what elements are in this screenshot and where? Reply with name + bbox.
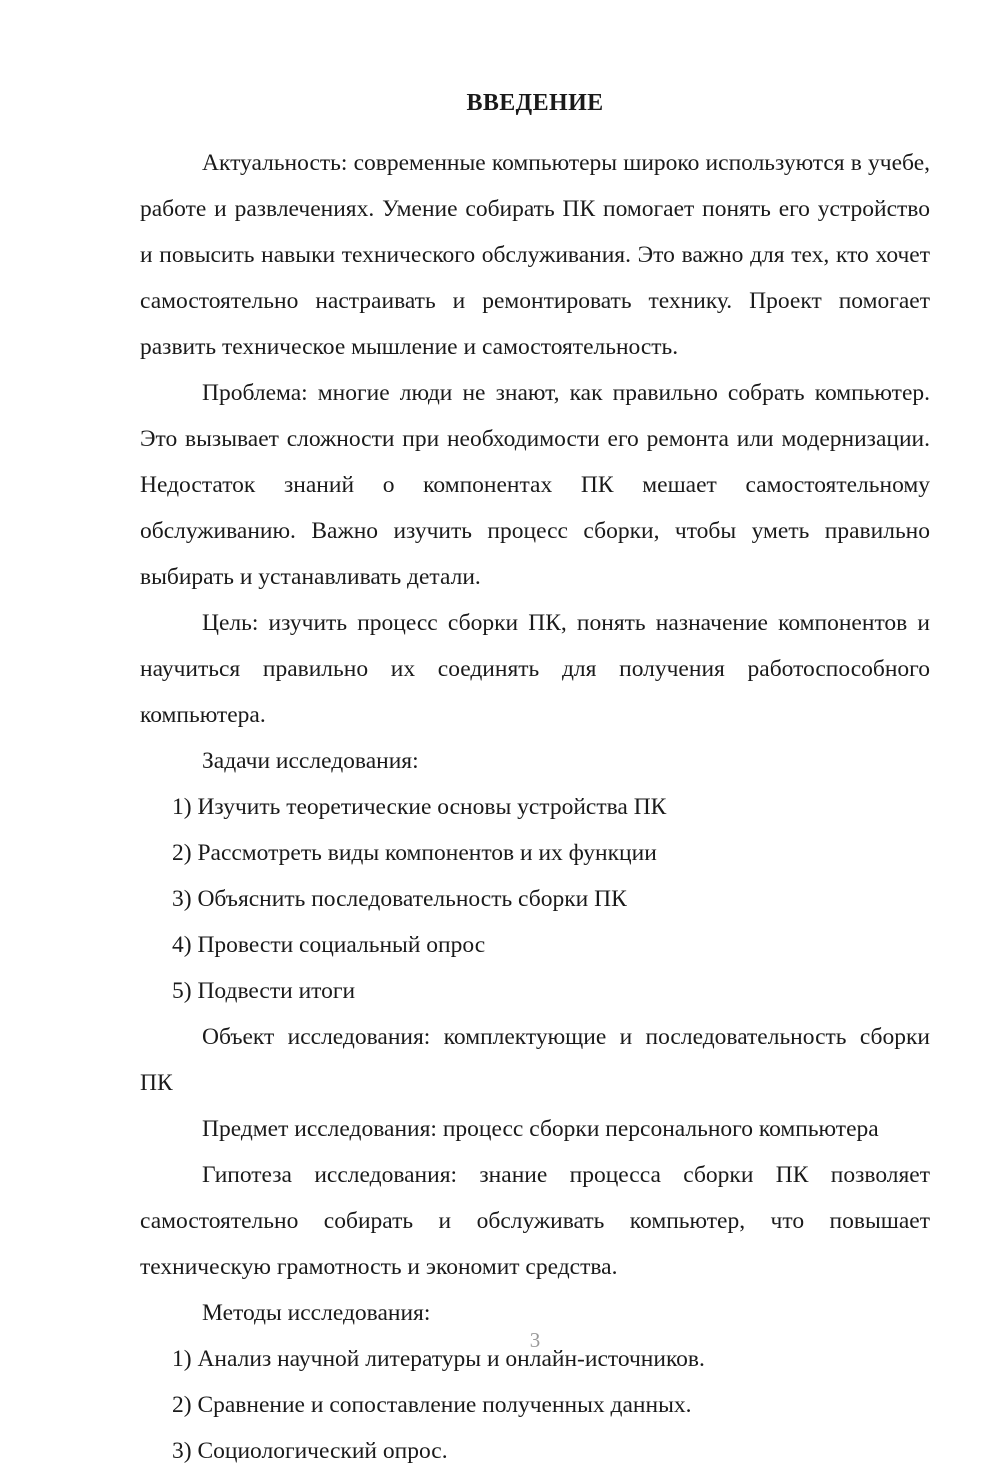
paragraph-problem: Проблема: многие люди не знают, как правильно собрать компьютер. Это вызывает сложности при необходимости его ремонта или модернизации. Недостаток знаний о компонентах ПК мешает самостоятельному обслуживанию. Важно изучить процесс сборки, чтобы уметь правильно выбирать и устанавливать детали.: [140, 380, 930, 590]
paragraph-goal: Цель: изучить процесс сборки ПК, понять назначение компонентов и научиться правильно их соединять для получения работоспособного компьютера.: [140, 610, 930, 728]
list-item: 3) Социологический опрос.: [172, 1438, 448, 1464]
list-item: 3) Объяснить последовательность сборки ПК: [172, 886, 627, 912]
paragraph-hypothesis: Гипотеза исследования: знание процесса сборки ПК позволяет самостоятельно собирать и обслуживать компьютер, что повышает техническую грамотность и экономит средства.: [140, 1162, 930, 1280]
list-item: 4) Провести социальный опрос: [172, 932, 486, 958]
list-item: 2) Рассмотреть виды компонентов и их функции: [172, 840, 657, 866]
page-number: 3: [529, 1328, 541, 1352]
list-item: 1) Изучить теоретические основы устройства ПК: [172, 794, 667, 820]
page-title: ВВЕДЕНИЕ: [466, 90, 604, 116]
list-item: 5) Подвести итоги: [172, 978, 356, 1004]
list-item: 1) Анализ научной литературы и онлайн-источников.: [172, 1346, 705, 1372]
paragraph-subject: Предмет исследования: процесс сборки персонального компьютера: [202, 1116, 879, 1142]
list-item: 2) Сравнение и сопоставление полученных данных.: [172, 1392, 692, 1418]
document-body: [140, 88, 930, 1474]
paragraph-relevance: Актуальность: современные компьютеры широко используются в учебе, работе и развлечениях. Умение собирать ПК помогает понять его устройство и повысить навыки технического обслуживания. Это важно для тех, кто хочет самостоятельно настраивать и ремонтировать технику. Проект помогает развить техническое мышление и самостоятельность.: [140, 150, 930, 360]
tasks-heading: Задачи исследования:: [202, 748, 419, 774]
methods-heading: Методы исследования:: [202, 1300, 431, 1326]
paragraph-object: Объект исследования: комплектующие и последовательность сборки ПК: [140, 1024, 930, 1096]
